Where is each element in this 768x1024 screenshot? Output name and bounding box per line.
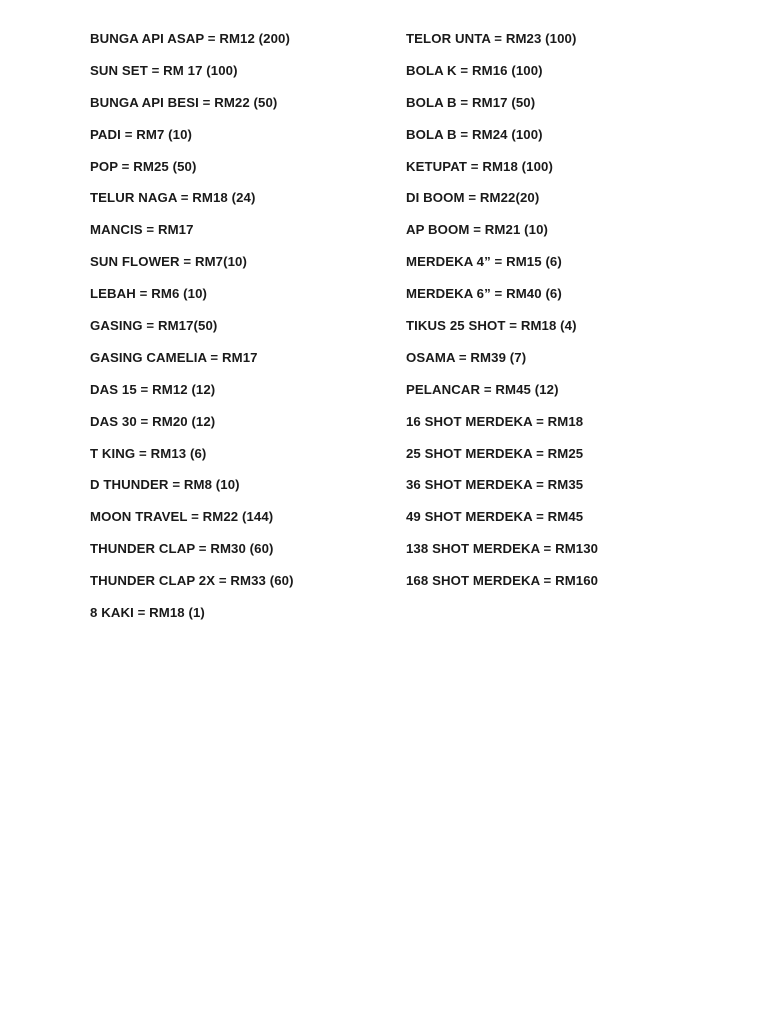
- price-item: 25 SHOT MERDEKA = RM25: [406, 445, 584, 461]
- price-item: SUN FLOWER = RM7(10): [90, 254, 247, 270]
- price-item: 8 KAKI = RM18 (1): [90, 605, 205, 621]
- price-item: 36 SHOT MERDEKA = RM35: [406, 477, 584, 493]
- price-item: 16 SHOT MERDEKA = RM18: [406, 413, 584, 429]
- price-item: DI BOOM = RM22(20): [406, 190, 540, 206]
- price-item: TELUR NAGA = RM18 (24): [90, 190, 256, 206]
- price-item: GASING = RM17(50): [90, 318, 218, 334]
- price-list-right-column: [406, 28, 736, 602]
- price-item: AP BOOM = RM21 (10): [406, 222, 548, 238]
- price-item: MOON TRAVEL = RM22 (144): [90, 509, 274, 525]
- price-item: BUNGA API ASAP = RM12 (200): [90, 31, 290, 46]
- price-item: MANCIS = RM17: [90, 222, 194, 238]
- price-item: SUN SET = RM 17 (100): [90, 62, 238, 78]
- price-item: MERDEKA 6” = RM40 (6): [406, 286, 562, 302]
- price-item: KETUPAT = RM18 (100): [406, 158, 553, 174]
- price-item: BUNGA API BESI = RM22 (50): [90, 94, 278, 110]
- price-item: TELOR UNTA = RM23 (100): [406, 31, 577, 46]
- price-item: DAS 30 = RM20 (12): [90, 413, 216, 429]
- price-item: LEBAH = RM6 (10): [90, 286, 208, 302]
- price-item: T KING = RM13 (6): [90, 445, 207, 461]
- price-item: BOLA K = RM16 (100): [406, 62, 543, 78]
- price-item: OSAMA = RM39 (7): [406, 349, 527, 365]
- price-item: BOLA B = RM17 (50): [406, 94, 536, 110]
- price-item: MERDEKA 4” = RM15 (6): [406, 254, 562, 270]
- price-item: D THUNDER = RM8 (10): [90, 477, 240, 493]
- price-item: THUNDER CLAP 2X = RM33 (60): [90, 573, 294, 589]
- price-item: TIKUS 25 SHOT = RM18 (4): [406, 318, 577, 334]
- price-item: DAS 15 = RM12 (12): [90, 381, 216, 397]
- price-item: POP = RM25 (50): [90, 158, 197, 174]
- price-item: GASING CAMELIA = RM17: [90, 349, 258, 365]
- price-item: PELANCAR = RM45 (12): [406, 381, 559, 397]
- price-item: 168 SHOT MERDEKA = RM160: [406, 573, 599, 589]
- price-item: 49 SHOT MERDEKA = RM45: [406, 509, 584, 525]
- price-item: BOLA B = RM24 (100): [406, 126, 543, 142]
- price-item: 138 SHOT MERDEKA = RM130: [406, 541, 599, 557]
- price-list-left-column: [90, 28, 390, 634]
- price-item: PADI = RM7 (10): [90, 126, 193, 142]
- price-item: THUNDER CLAP = RM30 (60): [90, 541, 274, 557]
